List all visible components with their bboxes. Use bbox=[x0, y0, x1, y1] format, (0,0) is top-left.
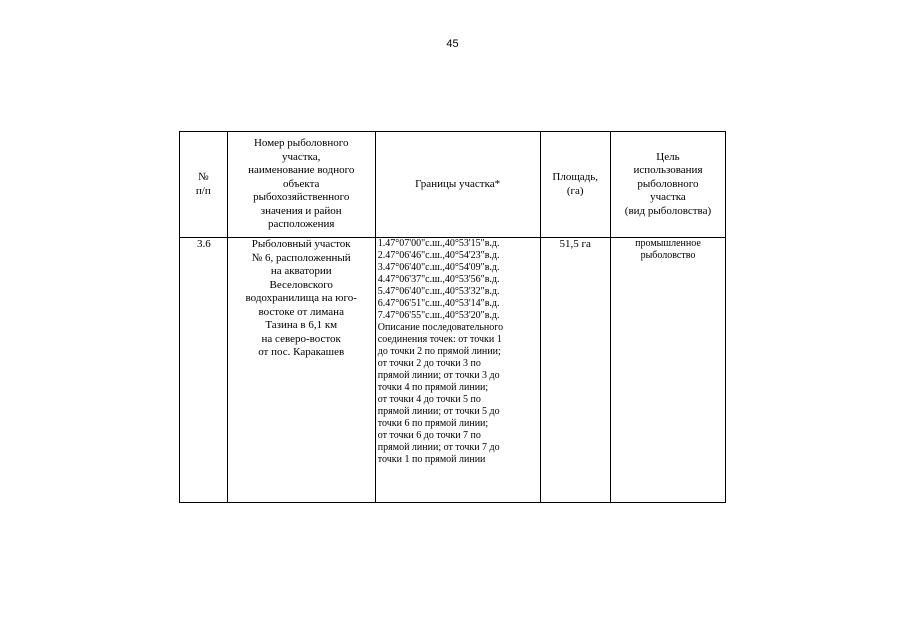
coordinate-line: 1.47°07'00"с.ш.,40°53'15"в.д. bbox=[377, 238, 500, 249]
description-line: Описание последовательного bbox=[377, 322, 504, 333]
coordinate-line: 4.47°06'37"с.ш.,40°53'56"в.д. bbox=[377, 274, 500, 285]
description-line: точки 6 по прямой линии; bbox=[377, 418, 489, 429]
description-line: от точки 6 до точки 7 по bbox=[377, 430, 481, 441]
header-bounds: Границы участка* bbox=[375, 132, 540, 238]
coordinate-line: 6.47°06'51"с.ш.,40°53'14"в.д. bbox=[377, 298, 500, 309]
description-line: прямой линии; от точки 3 до bbox=[377, 370, 500, 381]
description-line: от точки 2 до точки 3 по bbox=[377, 358, 481, 369]
description-line: соединения точек: от точки 1 bbox=[377, 334, 502, 345]
description-line: прямой линии; от точки 7 до bbox=[377, 442, 500, 453]
header-name: Номер рыболовного участка, наименование водного объекта рыбохозяйственного значения и район расположения bbox=[227, 132, 375, 238]
description-line: точки 1 по прямой линии bbox=[377, 454, 486, 465]
row-area: 51,5 га bbox=[540, 238, 610, 503]
row-number: 3.6 bbox=[180, 238, 228, 503]
coordinate-line: 7.47°06'55"с.ш.,40°53'20"в.д. bbox=[377, 310, 500, 321]
row-name: Рыболовный участок № 6, расположенный на акватории Веселовского водохранилища на юго- востоке от лимана Тазина в 6,1 км на северо-восток от пос. Каракашев bbox=[227, 238, 375, 503]
header-number: № п/п bbox=[180, 132, 228, 238]
table-header-row bbox=[180, 132, 726, 238]
description-line: до точки 2 по прямой линии; bbox=[377, 346, 501, 357]
description-line: от точки 4 до точки 5 по bbox=[377, 394, 481, 405]
description-line: точки 4 по прямой линии; bbox=[377, 382, 489, 393]
table-row bbox=[180, 238, 726, 503]
row-bounds bbox=[375, 238, 540, 503]
coordinate-line: 3.47°06'40"с.ш.,40°54'09"в.д. bbox=[377, 262, 500, 273]
description-line: прямой линии; от точки 5 до bbox=[377, 406, 500, 417]
coordinate-line: 5.47°06'40"с.ш.,40°53'32"в.д. bbox=[377, 286, 500, 297]
row-purpose: промышленное рыболовство bbox=[610, 238, 725, 503]
page-number: 45 bbox=[446, 38, 459, 50]
coordinate-line: 2.47°06'46"с.ш.,40°54'23"в.д. bbox=[377, 250, 500, 261]
header-area: Площадь, (га) bbox=[540, 132, 610, 238]
header-purpose: Цель использования рыболовного участка (вид рыболовства) bbox=[610, 132, 725, 238]
fishing-area-table bbox=[179, 131, 726, 503]
